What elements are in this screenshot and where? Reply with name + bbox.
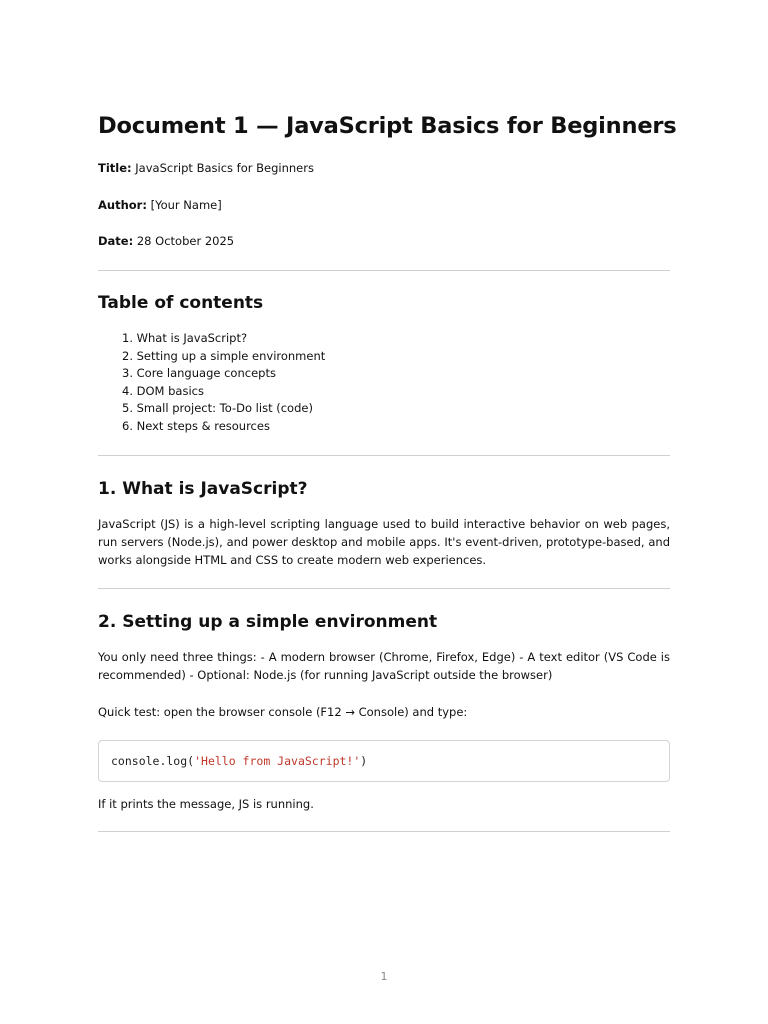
toc-item: 3. Core language concepts <box>122 366 276 380</box>
section-2-heading: 2. Setting up a simple environment <box>98 612 438 632</box>
divider <box>98 588 670 589</box>
meta-author-value: [Your Name] <box>150 198 222 212</box>
meta-title-value: JavaScript Basics for Beginners <box>135 161 314 175</box>
meta-title <box>98 160 314 176</box>
meta-date-label: Date: <box>98 234 134 248</box>
meta-date-value: 28 October 2025 <box>136 234 235 248</box>
quick-test-text: Quick test: open the browser console (F12 → Console) and type: <box>98 705 468 719</box>
toc-item: 6. Next steps & resources <box>122 418 270 433</box>
after-code-text: If it prints the message, JS is running. <box>98 797 314 811</box>
code-block <box>98 740 670 782</box>
divider <box>98 455 670 456</box>
document-heading: Document 1 — JavaScript Basics for Beginners <box>98 113 677 139</box>
code-function: console.log( <box>111 754 195 768</box>
section-2-body: You only need three things: - A modern browser (Chrome, Firefox, Edge) - A text editor (VS Code is recommended) - Optional: Node.js (for running JavaScript outside the browser) <box>98 650 670 682</box>
toc-item: 4. DOM basics <box>122 383 204 398</box>
code-suffix: ) <box>360 754 368 768</box>
meta-author-label: Author: <box>98 198 147 212</box>
section-1-heading: 1. What is JavaScript? <box>98 479 308 499</box>
code-string: 'Hello from JavaScript!' <box>194 754 361 768</box>
meta-title-label: Title: <box>98 161 132 175</box>
meta-author <box>98 197 222 213</box>
page-number: 1 <box>380 970 388 983</box>
toc-item: 1. What is JavaScript? <box>122 331 248 345</box>
table-of-contents <box>122 330 325 435</box>
toc-item: 5. Small project: To-Do list (code) <box>122 401 313 415</box>
code-line <box>111 753 367 769</box>
toc-item: 2. Setting up a simple environment <box>122 348 326 363</box>
meta-date <box>98 233 234 249</box>
divider <box>98 831 670 832</box>
section-1-body: JavaScript (JS) is a high-level scripting language used to build interactive behavior on web pages, run servers (Node.js), and power desktop and mobile apps. It's event-driven, prototype-based, and works alongside HTML and CSS to create modern web experiences. <box>98 517 670 567</box>
toc-heading: Table of contents <box>98 293 264 313</box>
divider <box>98 270 670 271</box>
